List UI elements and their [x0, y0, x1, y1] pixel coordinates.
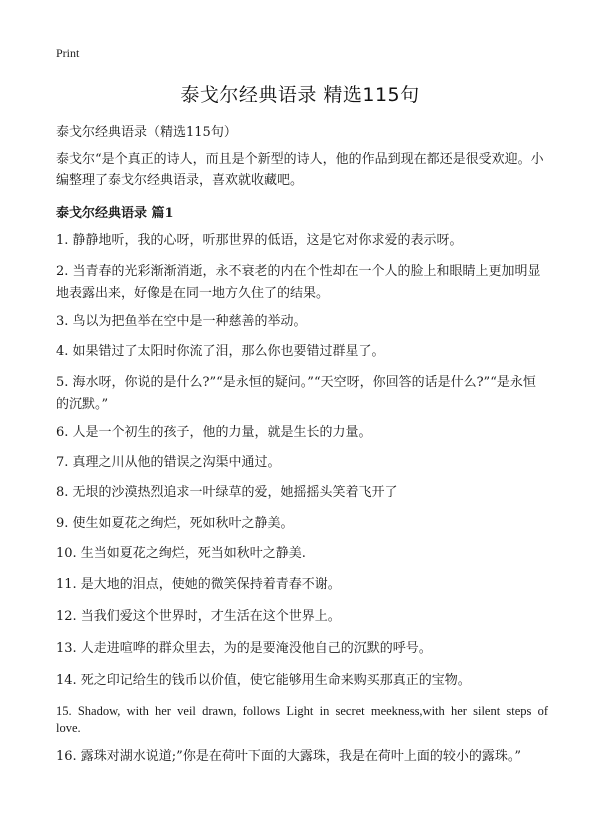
quote-item: 11. 是大地的泪点，使她的微笑保持着青春不谢。	[56, 577, 341, 592]
quote-item: 13. 人走进喧哗的群众里去，为的是要淹没他自己的沉默的呼号。	[56, 641, 432, 656]
quote-item: 6. 人是一个初生的孩子，他的力量，就是生长的力量。	[56, 425, 372, 440]
quote-item: 15. Shadow, with her veil drawn, follows Light in secret meekness,with her silent steps of love.	[56, 704, 548, 735]
section-heading: 泰戈尔经典语录 篇1	[56, 206, 174, 221]
quote-item: 3. 鸟以为把鱼举在空中是一种慈善的举动。	[56, 314, 307, 329]
quote-item: 10. 生当如夏花之绚烂，死当如秋叶之静美.	[56, 546, 306, 561]
quote-item: 9. 使生如夏花之绚烂，死如秋叶之静美。	[56, 516, 294, 531]
page-title: 泰戈尔经典语录 精选115句	[180, 84, 420, 106]
quote-item: 14. 死之印记给生的钱币以价值，使它能够用生命来购买那真正的宝物。	[56, 673, 471, 688]
quote-item: 8. 无垠的沙漠热烈追求一叶绿草的爱，她摇摇头笑着飞开了	[56, 485, 398, 500]
quote-item: 12. 当我们爱这个世界时，才生活在这个世界上。	[56, 609, 341, 624]
print-label: Print	[56, 46, 80, 60]
quote-item: 4. 如果错过了太阳时你流了泪，那么你也要错过群星了。	[56, 344, 385, 359]
intro-paragraph: 泰戈尔“是个真正的诗人，而且是个新型的诗人，他的作品到现在都还是很受欢迎。小编整理了泰戈尔经典语录，喜欢就收藏吧。	[56, 152, 544, 188]
quote-item: 5. 海水呀，你说的是什么?”“是永恒的疑问。”“天空呀，你回答的话是什么?”“是永恒的沉默。”	[56, 375, 536, 412]
quote-item: 7. 真理之川从他的错误之沟渠中通过。	[56, 455, 281, 470]
subtitle: 泰戈尔经典语录（精选115句）	[56, 125, 237, 140]
quote-item: 1. 静静地听，我的心呀，听那世界的低语，这是它对你求爱的表示呀。	[56, 233, 463, 248]
quote-item: 2. 当青春的光彩渐渐消逝，永不衰老的内在个性却在一个人的脸上和眼睛上更加明显地表露出来，好像是在同一地方久住了的结果。	[56, 264, 541, 301]
quote-item: 16. 露珠对湖水说道;”你是在荷叶下面的大露珠，我是在荷叶上面的较小的露珠。”	[56, 749, 521, 764]
